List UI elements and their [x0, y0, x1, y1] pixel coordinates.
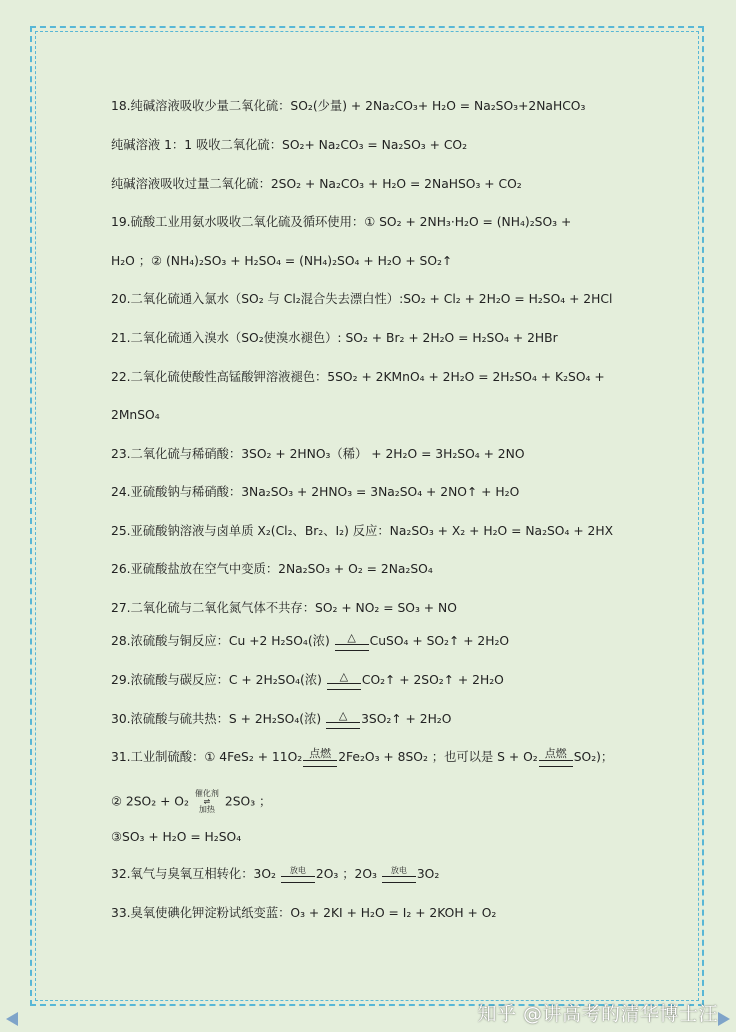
equation-line: 20.二氧化硫通入氯水（SO₂ 与 Cl₂混合失去漂白性）:SO₂ + Cl₂ + 2H₂O = H₂SO₄ + 2HCl [111, 292, 613, 306]
equation-line: 25.亚硫酸钠溶液与卤单质 X₂(Cl₂、Br₂、I₂) 反应：Na₂SO₃ + X₂ + H₂O = Na₂SO₄ + 2HX [111, 524, 614, 538]
equation-line: 纯碱溶液吸收过量二氧化硫：2SO₂ + Na₂CO₃ + H₂O = 2NaHSO₃ + CO₂ [111, 177, 522, 191]
equation-line-28: 28.浓硫酸与铜反应：Cu +2 H₂SO₄(浓) △ CuSO₄ + SO₂↑ + 2H₂O [111, 632, 509, 651]
equation-line: 19.硫酸工业用氨水吸收二氧化硫及循环使用：① SO₂ + 2NH₃·H₂O = (NH₄)₂SO₃ + [111, 215, 572, 229]
equation-line-31b: ② 2SO₂ + O₂ 催化剂 ⇌ 加热 2SO₃ ； [111, 789, 272, 814]
equation-line: 22.二氧化硫使酸性高锰酸钾溶液褪色：5SO₂ + 2KMnO₄ + 2H₂O = 2H₂SO₄ + K₂SO₄ + [111, 370, 605, 384]
watermark: 知乎 @讲高考的清华博士汪 [477, 1003, 718, 1025]
equation-line: 纯碱溶液 1：1 吸收二氧化硫：SO₂+ Na₂CO₃ = Na₂SO₃ + CO₂ [111, 138, 468, 152]
reaction-condition: 点燃 [539, 748, 573, 767]
equation-line: 27.二氧化硫与二氧化氮气体不共存：SO₂ + NO₂ = SO₃ + NO [111, 601, 457, 615]
reaction-condition: 放电 [281, 867, 315, 883]
equation-line-31c: ③SO₃ + H₂O = H₂SO₄ [111, 830, 242, 844]
reaction-condition: 点燃 [303, 748, 337, 767]
prev-arrow-icon[interactable] [6, 1012, 18, 1026]
reaction-condition: 催化剂 ⇌ 加热 [194, 789, 219, 814]
equation-line-30: 30.浓硫酸与硫共热：S + 2H₂SO₄(浓) △ 3SO₂↑ + 2H₂O [111, 710, 451, 729]
equation-line-33: 33.臭氧使碘化钾淀粉试纸变蓝：O₃ + 2KI + H₂O = I₂ + 2KOH + O₂ [111, 906, 497, 920]
page-border [30, 26, 704, 1006]
reaction-condition: △ [327, 671, 361, 690]
equation-line: 24.亚硫酸钠与稀硝酸：3Na₂SO₃ + 2HNO₃ = 3Na₂SO₄ + 2NO↑ + H₂O [111, 485, 520, 499]
equation-line: 26.亚硫酸盐放在空气中变质：2Na₂SO₃ + O₂ = 2Na₂SO₄ [111, 562, 433, 576]
equation-line: 21.二氧化硫通入溴水（SO₂使溴水褪色）: SO₂ + Br₂ + 2H₂O = H₂SO₄ + 2HBr [111, 331, 558, 345]
reaction-condition: 放电 [382, 867, 416, 883]
next-arrow-icon[interactable] [718, 1012, 730, 1026]
equation-line-29: 29.浓硫酸与碳反应：C + 2H₂SO₄(浓) △ CO₂↑ + 2SO₂↑ + 2H₂O [111, 671, 504, 690]
reaction-condition: △ [326, 710, 360, 729]
reaction-condition: △ [335, 632, 369, 651]
equation-line: 23.二氧化硫与稀硝酸：3SO₂ + 2HNO₃（稀） + 2H₂O = 3H₂SO₄ + 2NO [111, 447, 525, 461]
equation-line-32: 32.氧气与臭氧互相转化：3O₂ 放电 2O₃ ；2O₃ 放电 3O₂ [111, 865, 440, 881]
equation-line: H₂O ；② (NH₄)₂SO₃ + H₂SO₄ = (NH₄)₂SO₄ + H₂O + SO₂↑ [111, 254, 453, 268]
equation-line: 2MnSO₄ [111, 408, 160, 422]
equation-line-31: 31.工业制硫酸：① 4FeS₂ + 11O₂ 点燃 2Fe₂O₃ + 8SO₂ ；也可以是 S + O₂ 点燃 SO₂)； [111, 748, 613, 767]
equation-line: 18.纯碱溶液吸收少量二氧化硫：SO₂(少量) + 2Na₂CO₃+ H₂O = Na₂SO₃+2NaHCO₃ [111, 99, 586, 113]
